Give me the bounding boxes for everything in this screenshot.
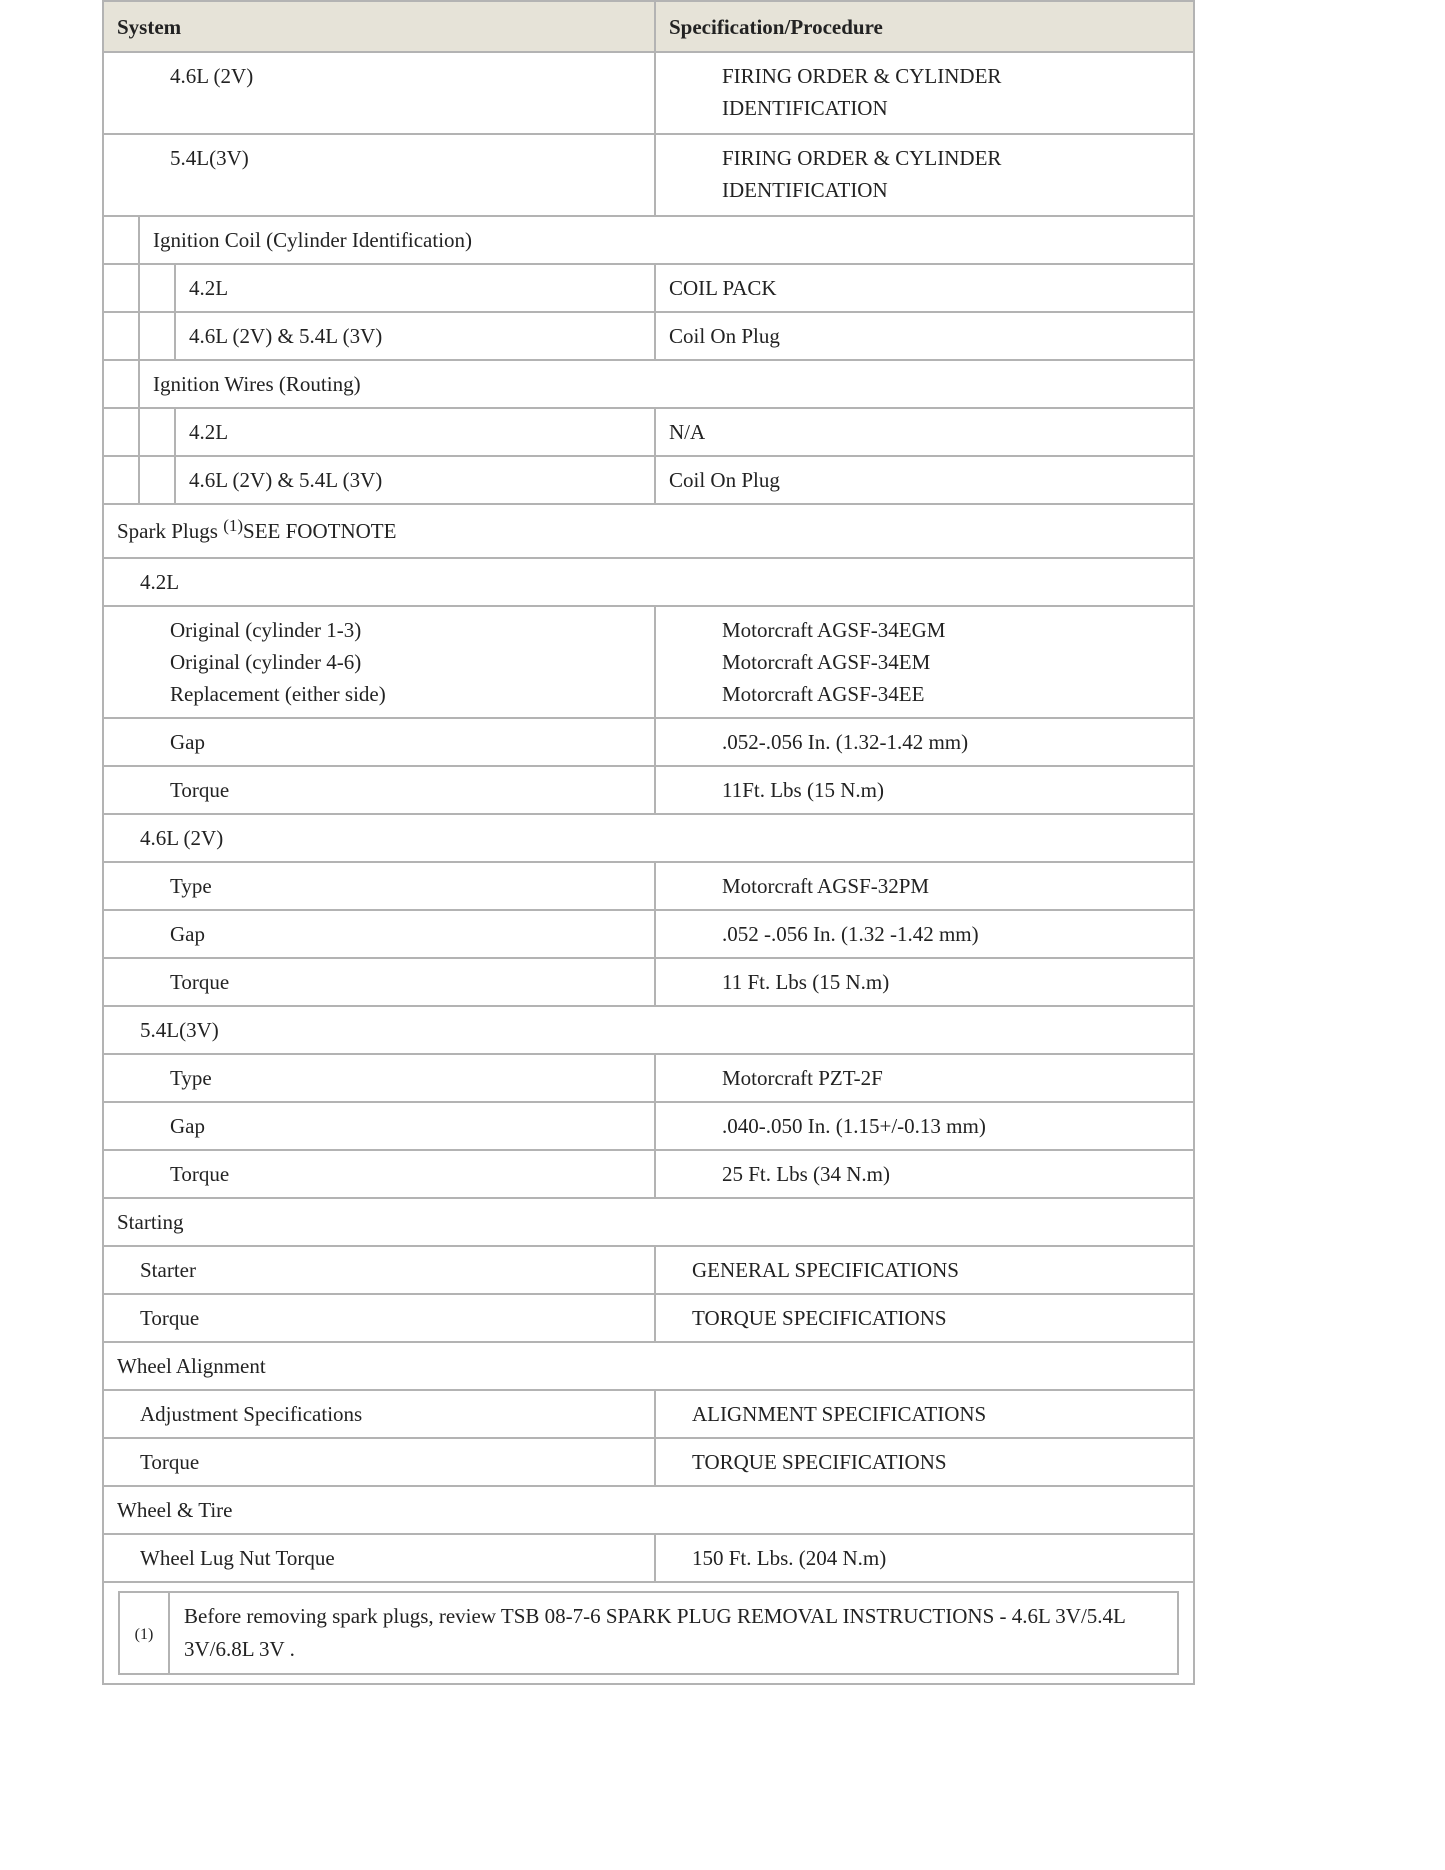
spec-cell: 150 Ft. Lbs. (204 N.m)	[655, 1534, 1194, 1582]
section-row	[103, 1198, 1194, 1246]
spec-cell	[655, 134, 1194, 216]
section-title: Wheel & Tire	[103, 1486, 1194, 1534]
subsection-row	[103, 814, 1194, 862]
spec-cell: .040-.050 In. (1.15+/-0.13 mm)	[655, 1102, 1194, 1150]
table-row	[103, 312, 1194, 360]
section-title: Spark Plugs	[117, 519, 224, 543]
table-row	[103, 134, 1194, 216]
spec-cell: GENERAL SPECIFICATIONS	[655, 1246, 1194, 1294]
section-row	[103, 1342, 1194, 1390]
spec-line: FIRING ORDER & CYLINDER	[722, 146, 1002, 170]
system-cell: 4.2L	[175, 264, 655, 312]
indent-cell	[103, 360, 139, 408]
indent-cell	[103, 216, 139, 264]
spec-cell: COIL PACK	[655, 264, 1194, 312]
spec-cell: .052-.056 In. (1.32-1.42 mm)	[655, 718, 1194, 766]
system-cell: Torque	[103, 766, 655, 814]
indent-cell	[139, 264, 175, 312]
footnote-ref[interactable]: (1)	[223, 516, 244, 535]
indent-cell	[103, 456, 139, 504]
indent-cell	[103, 408, 139, 456]
table-row	[103, 910, 1194, 958]
table-row	[103, 1294, 1194, 1342]
spec-cell: Coil On Plug	[655, 456, 1194, 504]
plug-value: Motorcraft AGSF-34EGM	[722, 618, 946, 642]
footnote-container	[103, 1582, 1194, 1684]
spec-line: FIRING ORDER & CYLINDER	[722, 64, 1002, 88]
spec-cell	[655, 52, 1194, 134]
plug-value: Motorcraft AGSF-34EE	[722, 682, 925, 706]
header-spec: Specification/Procedure	[655, 1, 1194, 52]
table-row	[103, 766, 1194, 814]
system-cell: 4.6L (2V) & 5.4L (3V)	[175, 456, 655, 504]
spec-cell: 25 Ft. Lbs (34 N.m)	[655, 1150, 1194, 1198]
table-row	[103, 1438, 1194, 1486]
system-cell: Gap	[103, 718, 655, 766]
spec-cell: 11 Ft. Lbs (15 N.m)	[655, 958, 1194, 1006]
spec-cell: 11Ft. Lbs (15 N.m)	[655, 766, 1194, 814]
system-cell: Torque	[103, 1294, 655, 1342]
table-row	[103, 718, 1194, 766]
table-row	[103, 1534, 1194, 1582]
system-cell	[103, 606, 655, 718]
footnote-table	[118, 1591, 1179, 1675]
section-row	[103, 360, 1194, 408]
system-cell: Type	[103, 1054, 655, 1102]
footnote-text: Before removing spark plugs, review TSB 08-7-6 SPARK PLUG REMOVAL INSTRUCTIONS - 4.6L 3V/5.4L 3V/6.8L 3V .	[169, 1592, 1178, 1674]
spec-line: IDENTIFICATION	[722, 178, 888, 202]
system-cell: 5.4L(3V)	[103, 134, 655, 216]
subsection-title: 4.6L (2V)	[103, 814, 1194, 862]
system-cell: Starter	[103, 1246, 655, 1294]
section-title: Wheel Alignment	[103, 1342, 1194, 1390]
section-row	[103, 1486, 1194, 1534]
table-row	[103, 606, 1194, 718]
header-system: System	[103, 1, 655, 52]
system-cell: 4.6L (2V)	[103, 52, 655, 134]
table-row	[103, 1390, 1194, 1438]
footnote-mark: (1)	[119, 1592, 169, 1674]
spec-cell: TORQUE SPECIFICATIONS	[655, 1438, 1194, 1486]
subsection-row	[103, 1006, 1194, 1054]
table-row	[103, 264, 1194, 312]
table-row	[103, 958, 1194, 1006]
section-row	[103, 504, 1194, 558]
spec-cell: Coil On Plug	[655, 312, 1194, 360]
table-row	[103, 1246, 1194, 1294]
system-cell: Torque	[103, 1438, 655, 1486]
indent-cell	[103, 264, 139, 312]
spec-cell	[655, 606, 1194, 718]
table-row	[103, 456, 1194, 504]
section-title: Ignition Coil (Cylinder Identification)	[139, 216, 1194, 264]
plug-value: Motorcraft AGSF-34EM	[722, 650, 931, 674]
system-cell: Torque	[103, 958, 655, 1006]
table-header-row	[103, 1, 1194, 52]
spec-cell: Motorcraft PZT-2F	[655, 1054, 1194, 1102]
system-cell: Gap	[103, 1102, 655, 1150]
spec-cell: TORQUE SPECIFICATIONS	[655, 1294, 1194, 1342]
subsection-row	[103, 558, 1194, 606]
system-cell: Torque	[103, 1150, 655, 1198]
indent-cell	[139, 408, 175, 456]
indent-cell	[139, 312, 175, 360]
indent-cell	[139, 456, 175, 504]
table-row	[103, 1054, 1194, 1102]
system-cell: 4.2L	[175, 408, 655, 456]
section-title: Starting	[103, 1198, 1194, 1246]
table-row	[103, 1150, 1194, 1198]
subsection-title: 5.4L(3V)	[103, 1006, 1194, 1054]
system-cell: Wheel Lug Nut Torque	[103, 1534, 655, 1582]
system-cell: Type	[103, 862, 655, 910]
plug-label: Replacement (either side)	[170, 682, 386, 706]
table-row	[103, 1102, 1194, 1150]
table-row	[103, 52, 1194, 134]
system-cell: Adjustment Specifications	[103, 1390, 655, 1438]
footnote-row	[103, 1582, 1194, 1684]
plug-label: Original (cylinder 1-3)	[170, 618, 362, 642]
spec-cell: ALIGNMENT SPECIFICATIONS	[655, 1390, 1194, 1438]
section-title-spark-plugs	[103, 504, 1194, 558]
spec-line: IDENTIFICATION	[722, 96, 888, 120]
subsection-title: 4.2L	[103, 558, 1194, 606]
spec-cell: .052 -.056 In. (1.32 -1.42 mm)	[655, 910, 1194, 958]
footnote-label: SEE FOOTNOTE	[243, 519, 397, 543]
table-row	[103, 862, 1194, 910]
table-row	[103, 408, 1194, 456]
spec-cell: N/A	[655, 408, 1194, 456]
system-cell: 4.6L (2V) & 5.4L (3V)	[175, 312, 655, 360]
system-cell: Gap	[103, 910, 655, 958]
indent-cell	[103, 312, 139, 360]
section-title: Ignition Wires (Routing)	[139, 360, 1194, 408]
spec-cell: Motorcraft AGSF-32PM	[655, 862, 1194, 910]
spec-table	[102, 0, 1195, 1685]
plug-label: Original (cylinder 4-6)	[170, 650, 362, 674]
section-row	[103, 216, 1194, 264]
